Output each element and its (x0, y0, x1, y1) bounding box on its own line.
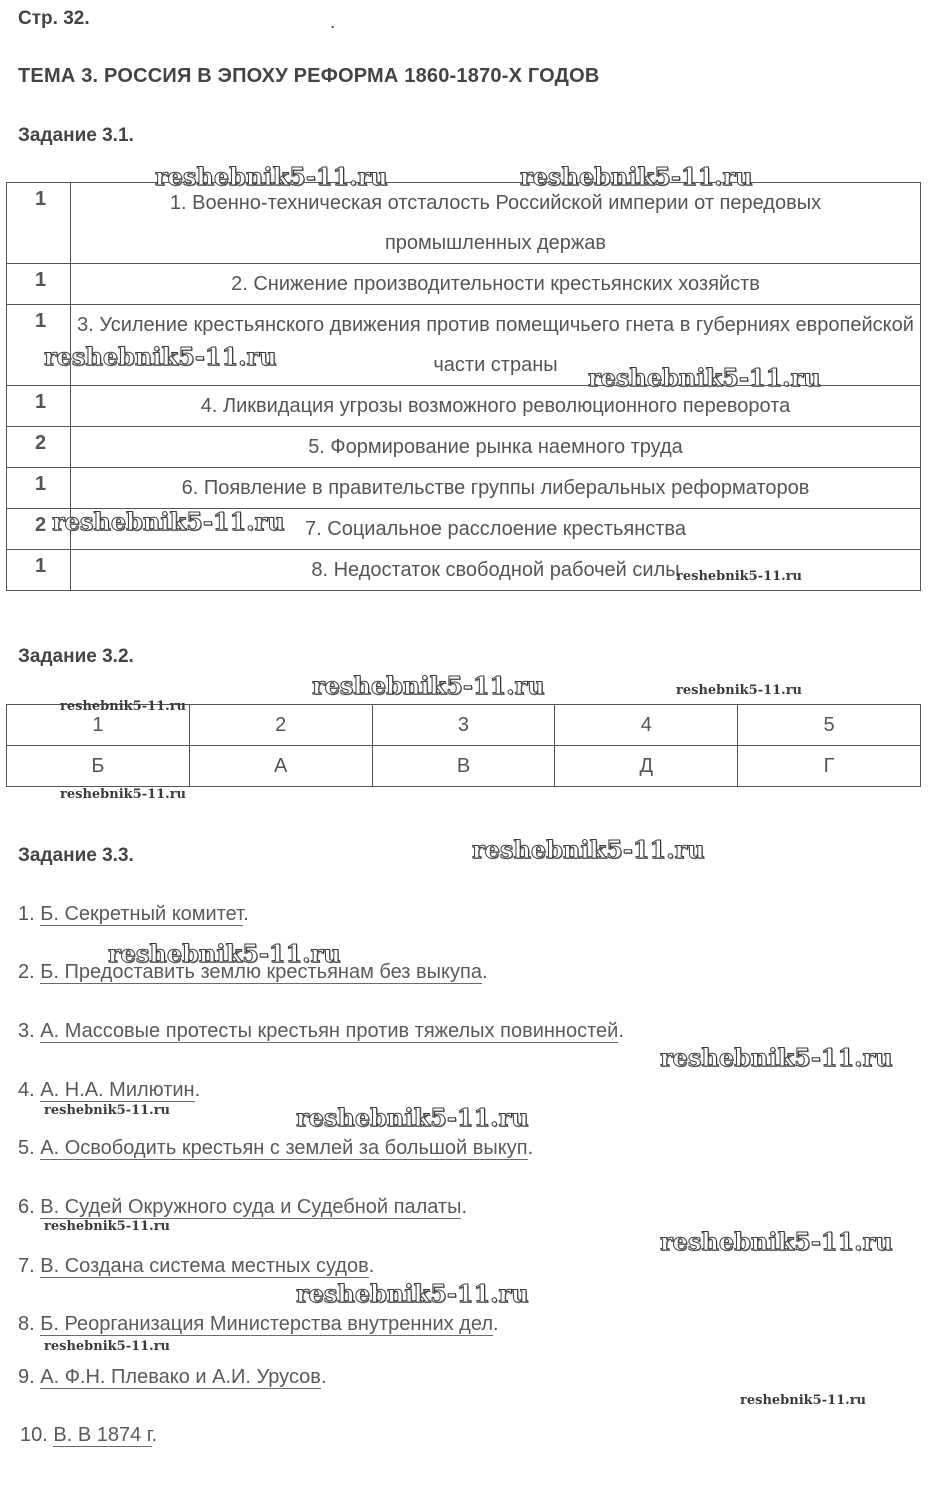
list-item (18, 1255, 374, 1278)
item-number: 9. (18, 1366, 35, 1388)
answer-cell: Г (738, 746, 921, 787)
row-score: 1 (7, 264, 71, 305)
row-text: 1. Военно-техническая отсталость Российской империи от передовых промышленных держав (71, 183, 921, 264)
page-label: Стр. 32. (18, 8, 90, 29)
row-score: 1 (7, 550, 71, 591)
item-number: 10. (20, 1424, 48, 1446)
row-score: 1 (7, 386, 71, 427)
answer-link[interactable]: Б. Реорганизация Министерства внутренних дел (40, 1313, 493, 1335)
task-3-3-title: Задание 3.3. (18, 845, 134, 866)
item-number: 1. (18, 903, 35, 925)
answer-cell: Д (555, 746, 738, 787)
period: . (320, 1366, 327, 1388)
period: . (618, 1020, 624, 1042)
watermark: reshebnik5-11.ru (44, 1219, 171, 1234)
row-score: 1 (7, 305, 71, 386)
item-number: 8. (18, 1313, 35, 1335)
stray-dot: . (330, 12, 336, 33)
answer-link[interactable]: В. Создана система местных судов (40, 1255, 369, 1277)
watermark: reshebnik5-11.ru (44, 1339, 171, 1354)
task-3-2-title: Задание 3.2. (18, 646, 134, 667)
row-text: 2. Снижение производительности крестьянских хозяйств (71, 264, 921, 305)
answer-link[interactable]: Б. Секретный комитет (40, 903, 244, 925)
list-item (18, 1079, 200, 1102)
header-cell: 1 (7, 705, 190, 746)
task-3-2-table (6, 704, 921, 787)
item-number: 3. (18, 1020, 35, 1042)
period: . (243, 903, 249, 925)
watermark: reshebnik5-11.ru (108, 939, 341, 968)
list-item (18, 1137, 533, 1160)
item-number: 6. (18, 1196, 35, 1218)
list-item (18, 1366, 327, 1389)
watermark: reshebnik5-11.ru (312, 671, 545, 700)
row-score: 1 (7, 183, 71, 264)
header-cell: 4 (555, 705, 738, 746)
row-text: 3. Усиление крестьянского движения против помещичьего гнета в губерниях европейской части страны (71, 305, 921, 386)
row-text: 5. Формирование рынка наемного труда (71, 427, 921, 468)
row-score: 2 (7, 509, 71, 550)
watermark: reshebnik5-11.ru (740, 1393, 867, 1408)
item-number: 4. (18, 1079, 35, 1101)
item-number: 7. (18, 1255, 35, 1277)
answer-link[interactable]: Б. Предоставить землю крестьянам без выкупа (40, 961, 482, 983)
table-row (7, 264, 921, 305)
row-text: 7. Социальное расслоение крестьянства (71, 509, 921, 550)
watermark: reshebnik5-11.ru (296, 1279, 529, 1308)
period: . (492, 1313, 499, 1335)
watermark: reshebnik5-11.ru (660, 1227, 893, 1256)
row-text: 4. Ликвидация угрозы возможного революционного переворота (71, 386, 921, 427)
table-row (7, 183, 921, 264)
answer-link[interactable]: А. Массовые протесты крестьян против тяжелых повинностей (40, 1020, 619, 1042)
watermark: reshebnik5-11.ru (520, 162, 753, 191)
row-score: 2 (7, 427, 71, 468)
table-row (7, 746, 921, 787)
table-row (7, 468, 921, 509)
answer-link[interactable]: В. Судей Окружного суда и Судебной палаты (40, 1196, 462, 1218)
period: . (151, 1424, 158, 1446)
watermark: reshebnik5-11.ru (660, 1043, 893, 1072)
row-score: 1 (7, 468, 71, 509)
table-row (7, 427, 921, 468)
answer-link[interactable]: А. Н.А. Милютин (40, 1079, 195, 1101)
answer-cell: В (372, 746, 555, 787)
answer-link[interactable]: А. Освободить крестьян с землей за большой выкуп (40, 1137, 528, 1159)
item-number: 5. (18, 1137, 35, 1159)
watermark: reshebnik5-11.ru (676, 569, 803, 584)
period: . (194, 1079, 201, 1101)
header-cell: 2 (189, 705, 372, 746)
period: . (368, 1255, 375, 1277)
period: . (481, 961, 488, 983)
item-number: 2. (18, 961, 35, 983)
answer-cell: А (189, 746, 372, 787)
header-cell: 5 (738, 705, 921, 746)
row-text: 8. Недостаток свободной рабочей силы (71, 550, 921, 591)
answer-link[interactable]: В. В 1874 г (53, 1424, 152, 1446)
list-item (18, 903, 249, 926)
list-item (18, 1313, 499, 1336)
task-3-1-title: Задание 3.1. (18, 125, 134, 146)
watermark: reshebnik5-11.ru (52, 507, 285, 536)
watermark: reshebnik5-11.ru (155, 162, 388, 191)
header-cell: 3 (372, 705, 555, 746)
period: . (527, 1137, 534, 1159)
theme-title: ТЕМА 3. РОССИЯ В ЭПОХУ РЕФОРМА 1860-1870-Х ГОДОВ (18, 65, 600, 87)
watermark: reshebnik5-11.ru (676, 683, 803, 698)
watermark: reshebnik5-11.ru (472, 835, 705, 864)
answer-link[interactable]: А. Ф.Н. Плевако и А.И. Урусов (40, 1366, 321, 1388)
row-text: 6. Появление в правительстве группы либеральных реформаторов (71, 468, 921, 509)
watermark: reshebnik5-11.ru (60, 699, 187, 714)
list-item (20, 1424, 157, 1447)
list-item (18, 1020, 624, 1043)
answer-cell: Б (7, 746, 190, 787)
watermark: reshebnik5-11.ru (44, 1103, 171, 1118)
list-item (18, 1196, 467, 1219)
watermark: reshebnik5-11.ru (44, 342, 277, 371)
period: . (461, 1196, 468, 1218)
watermark: reshebnik5-11.ru (60, 787, 187, 802)
watermark: reshebnik5-11.ru (296, 1103, 529, 1132)
watermark: reshebnik5-11.ru (588, 363, 821, 392)
